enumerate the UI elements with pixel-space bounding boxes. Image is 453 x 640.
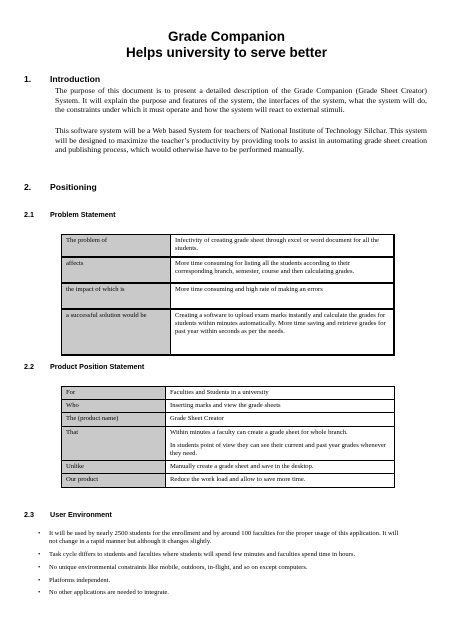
section-number: 2.3 xyxy=(24,510,34,519)
bullet-icon: • xyxy=(38,576,41,584)
list-item xyxy=(37,589,402,597)
bullet-icon: • xyxy=(38,530,41,537)
table-row xyxy=(62,309,395,355)
table-value-cell: Creating a software to upload exam marks instantly and calculate the grades for students within minutes automatically. More time saving and retrieve grades for past year within seconds as per the needs. xyxy=(171,309,395,355)
table-label-cell: That xyxy=(62,426,166,461)
table-value-cell: More time consuming and high rate of making an errors xyxy=(171,283,395,309)
table-value-cell xyxy=(166,426,395,461)
table-label-cell: The problem of xyxy=(62,235,171,257)
list-item-text: Task cycle differs to students and faculties where students will spend few minutes and faculties spend time in hours. xyxy=(49,551,356,559)
list-item xyxy=(37,564,402,572)
introduction-paragraph-1: The purpose of this document is to present a detailed description of the Grade Companion (Grade Sheet Creator) System. It will explain the purpose and features of the system, the interfaces of the system, what the system will do, the constraints under which it must operate and how the system will react to external stimuli. xyxy=(55,86,427,115)
bullet-icon: • xyxy=(38,551,41,559)
table-value-cell: Manually create a grade sheet and save in the desktop. xyxy=(166,461,395,474)
table-value-cell: Faculties and Students in a university xyxy=(166,387,395,400)
document-title-line-1: Grade Companion xyxy=(167,29,285,44)
section-title: Positioning xyxy=(50,182,97,192)
table-value-cell: Reduce the work load and allow to save more time. xyxy=(166,474,395,487)
section-number: 2. xyxy=(24,182,32,192)
list-item xyxy=(37,530,402,547)
document-title-line-2: Helps university to serve better xyxy=(125,45,328,60)
table-row xyxy=(62,426,395,461)
table-row xyxy=(62,235,395,257)
list-item xyxy=(37,551,402,559)
list-item-text: No unique environmental constraints like mobile, outdoors, in-flight, and so on except computers. xyxy=(49,563,308,571)
table-value-cell: Grade Sheet Creator xyxy=(166,413,395,426)
table-label-cell: The (product name) xyxy=(62,413,166,426)
table-value-cell: Inserting marks and view the grade sheets xyxy=(166,400,395,413)
section-number: 1. xyxy=(24,74,32,84)
list-item-text: No other applications are needed to integrate. xyxy=(49,589,169,597)
table-row xyxy=(62,257,395,283)
product-position-table xyxy=(61,386,395,488)
table-value-line: In students point of view they can see their current and past year grades whenever they need. xyxy=(170,441,387,458)
table-label-cell: Unlike xyxy=(62,461,166,474)
table-label-cell: a successful solution would be xyxy=(62,309,171,355)
table-row xyxy=(62,474,395,487)
section-title: User Environment xyxy=(50,510,112,519)
table-value-line: Within minutes a faculty can create a grade sheet for whole branch. xyxy=(170,428,348,436)
table-row xyxy=(62,413,395,426)
table-row xyxy=(62,283,395,309)
problem-statement-table xyxy=(61,234,395,356)
section-number: 2.2 xyxy=(24,362,34,371)
bullet-icon: • xyxy=(38,563,41,571)
user-environment-list xyxy=(37,530,402,602)
table-value-cell: More time consuming for listing all the students according to their corresponding branch, semester, course and then calculating grades. xyxy=(171,257,395,283)
bullet-icon: • xyxy=(38,589,41,597)
table-row xyxy=(62,387,395,400)
table-label-cell: the impact of which is xyxy=(62,283,171,309)
section-title: Introduction xyxy=(50,74,101,84)
list-item-text: Platforms independent. xyxy=(49,576,111,584)
list-item xyxy=(37,577,402,585)
table-label-cell: For xyxy=(62,387,166,400)
table-label-cell: affects xyxy=(62,257,171,283)
section-title: Problem Statement xyxy=(50,210,116,219)
list-item-text: It will be used by nearly 2500 students for the enrollment and by around 100 faculties for the proper usage of this application. It will not change in a rapid manner but although it changes slightly. xyxy=(49,530,399,546)
table-label-cell: Our product xyxy=(62,474,166,487)
table-value-cell: Infectivity of creating grade sheet through excel or word document for all the students. xyxy=(171,235,395,257)
table-row xyxy=(62,461,395,474)
section-number: 2.1 xyxy=(24,210,34,219)
table-label-cell: Who xyxy=(62,400,166,413)
section-title: Product Position Statement xyxy=(50,362,145,371)
introduction-paragraph-2: This software system will be a Web based System for teachers of National Institute of Technology Silchar. This system will be designed to maximize the teacher’s productivity by providing tools to assist in automating grade sheet creation and publishing process, which would otherwise have to be performed manually. xyxy=(55,126,427,155)
table-row xyxy=(62,400,395,413)
